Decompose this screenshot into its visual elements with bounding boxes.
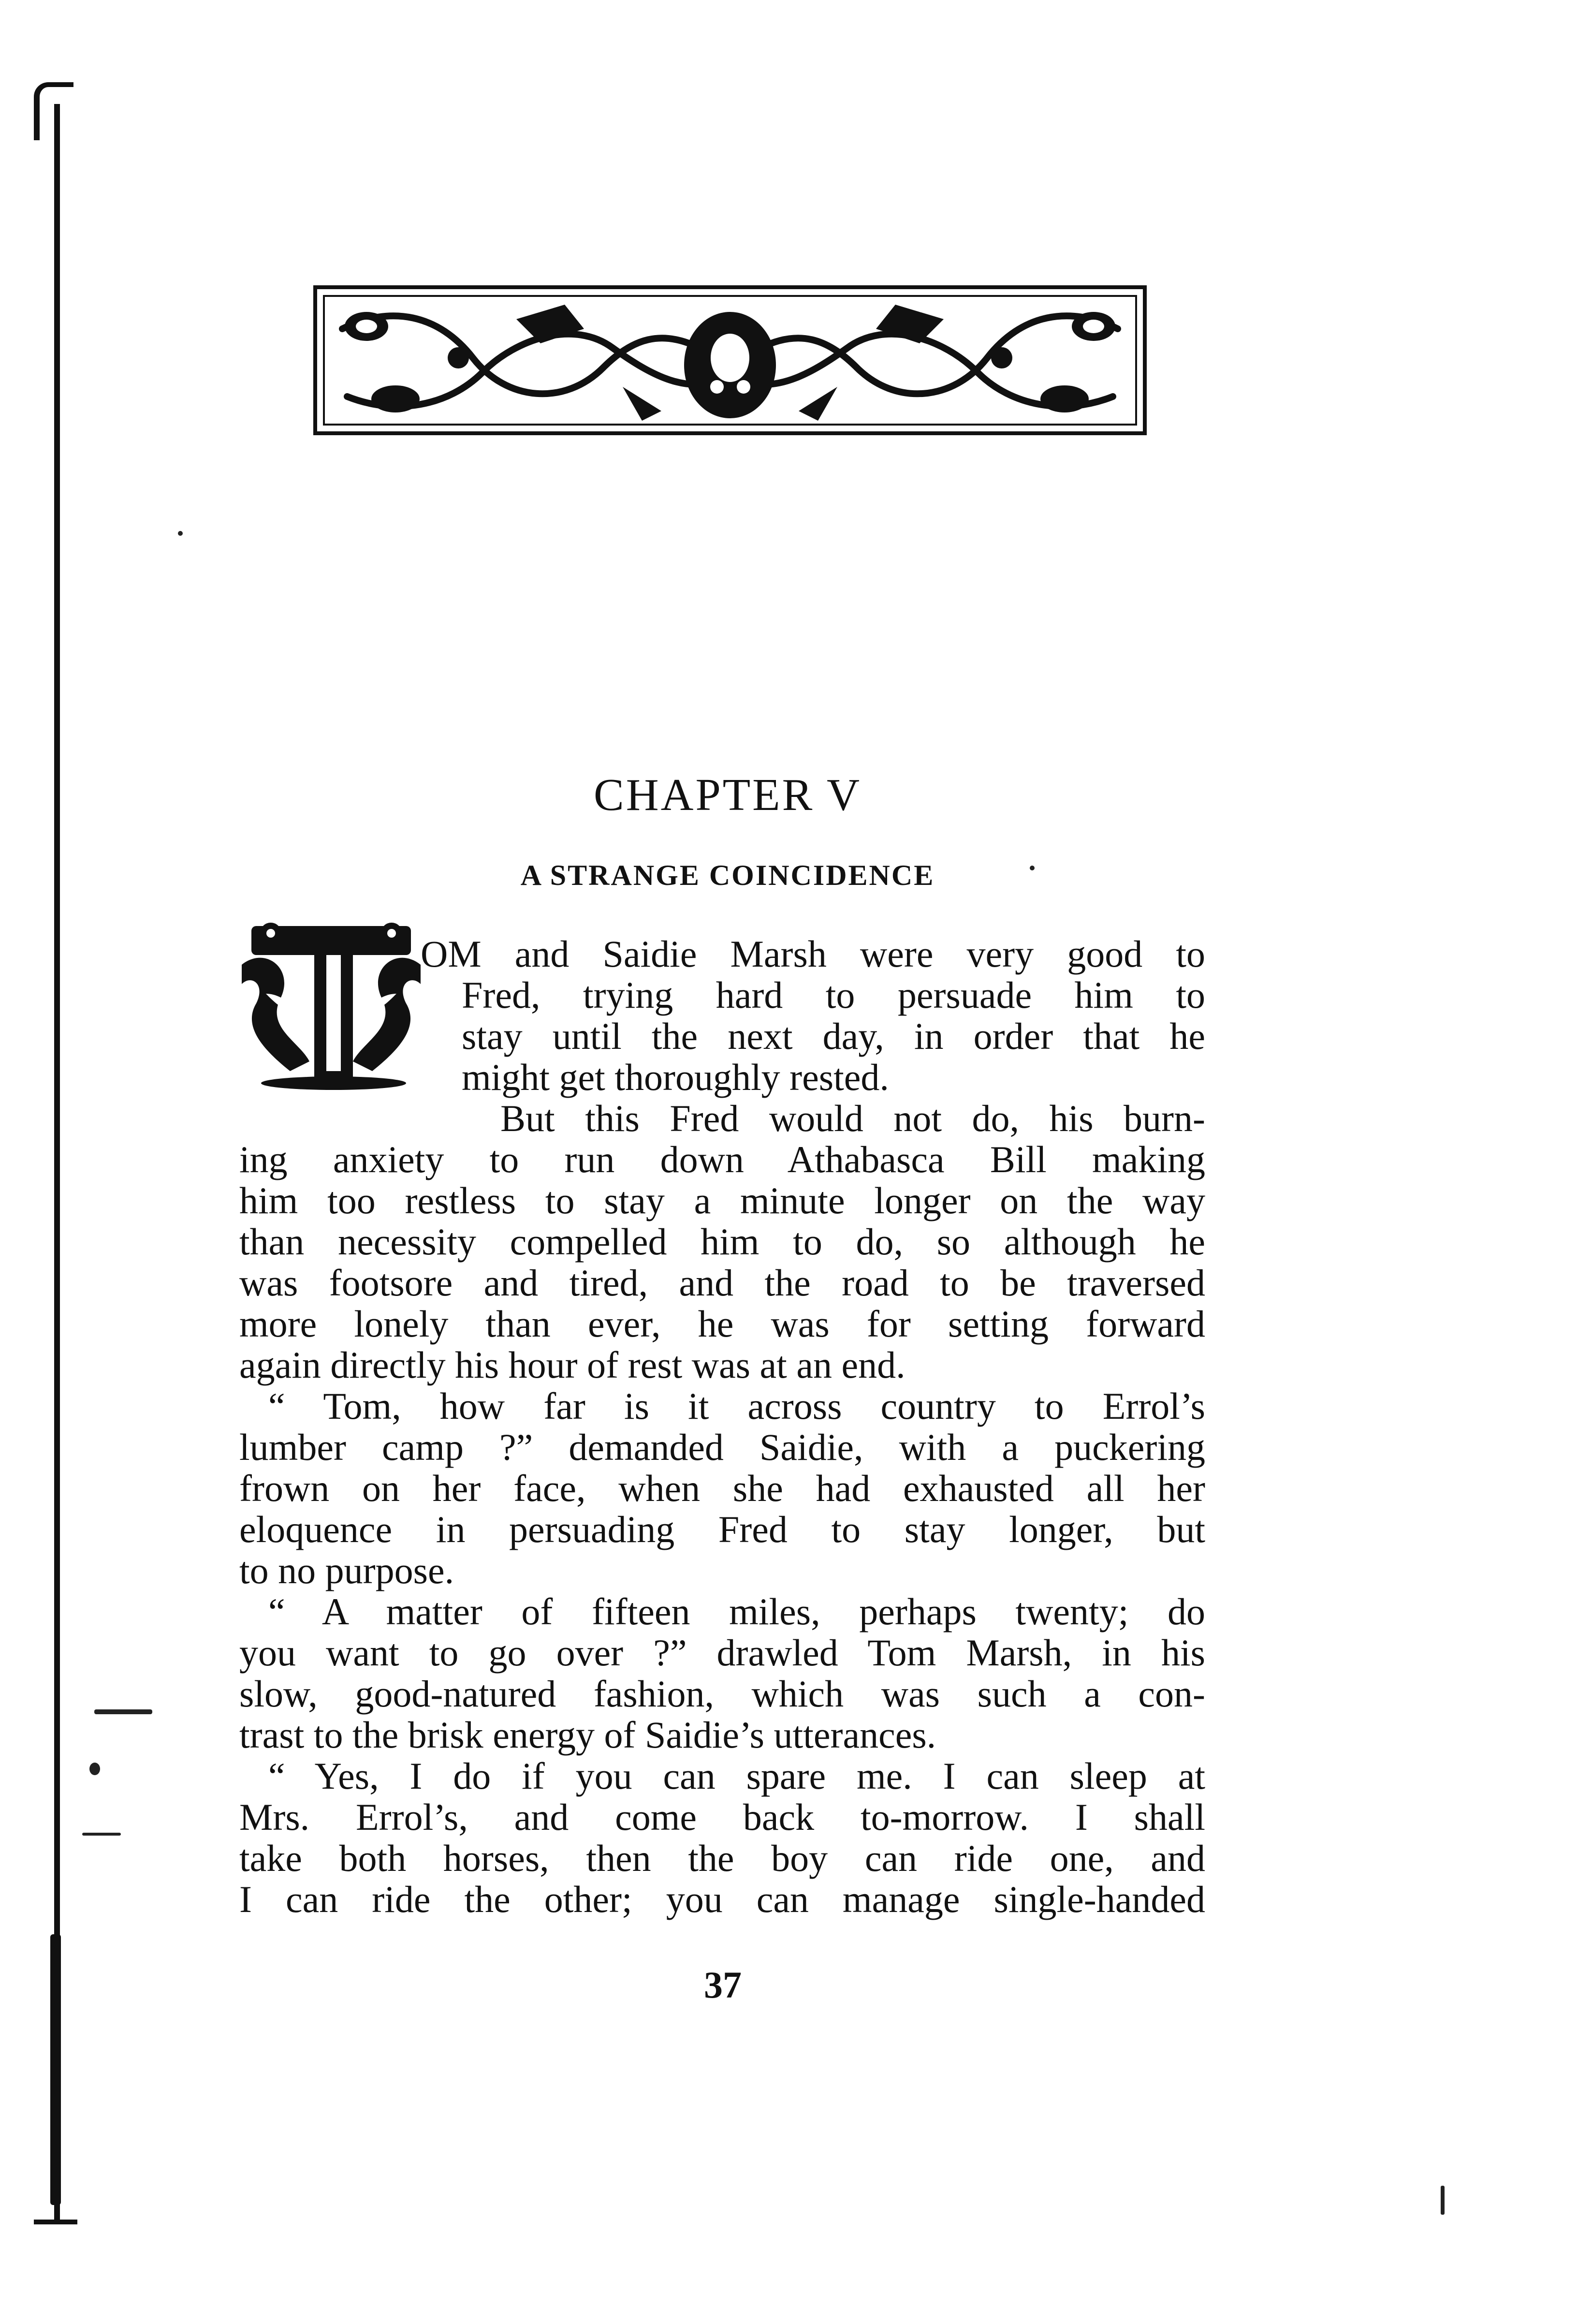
text-line: “ A matter of fifteen miles, perhaps twenty; do — [268, 1590, 1205, 1633]
text-line: take both horses, then the boy can ride one, and — [239, 1837, 1205, 1879]
paragraph-5 — [239, 1755, 1205, 1920]
text-line: than necessity compelled him to do, so although he — [239, 1221, 1205, 1263]
text-line: him too restless to stay a minute longer on the way — [239, 1179, 1205, 1221]
text-line: trast to the brisk energy of Saidie’s utterances. — [239, 1714, 936, 1756]
text-line: eloquence in persuading Fred to stay longer, but — [239, 1508, 1205, 1550]
chapter-subtitle: A STRANGE COINCIDENCE — [520, 859, 935, 891]
ornamental-headpiece — [313, 285, 1147, 435]
margin-mark — [94, 1709, 152, 1714]
margin-mark — [1441, 2186, 1445, 2215]
paragraph-4 — [239, 1591, 1205, 1755]
text-line: OM and Saidie Marsh were very good to — [421, 933, 1205, 975]
scan-speck — [1030, 866, 1035, 870]
paragraph-1 — [239, 933, 1205, 1098]
text-line: “ Yes, I do if you can spare me. I can sleep at — [268, 1755, 1205, 1797]
text-line: slow, good-natured fashion, which was such a con- — [239, 1673, 1205, 1715]
text-line: might get thoroughly rested. — [462, 1056, 889, 1098]
scan-speck — [178, 531, 183, 536]
text-line: stay until the next day, in order that he — [462, 1015, 1205, 1057]
binding-edge-foot — [34, 2220, 77, 2224]
text-line: Fred, trying hard to persuade him to — [462, 974, 1205, 1016]
text-line: more lonely than ever, he was for setting forward — [239, 1303, 1205, 1345]
margin-mark — [82, 1833, 121, 1836]
binding-edge-mark — [34, 82, 73, 140]
text-line: Mrs. Errol’s, and come back to-morrow. I shall — [239, 1796, 1205, 1838]
scan-speck — [89, 1763, 100, 1775]
paragraph-2 — [239, 1098, 1205, 1385]
text-line: you want to go over ?” drawled Tom Marsh, in his — [239, 1632, 1205, 1674]
chapter-title: CHAPTER V — [594, 770, 862, 820]
paragraph-3 — [239, 1385, 1205, 1591]
text-line: I can ride the other; you can manage single-handed — [239, 1878, 1205, 1920]
text-line: lumber camp ?” demanded Saidie, with a puckering — [239, 1426, 1205, 1468]
text-line: “ Tom, how far is it across country to Errol’s — [268, 1385, 1205, 1427]
page-number: 37 — [704, 1964, 742, 2006]
text-line: But this Fred would not do, his burn- — [500, 1097, 1205, 1139]
binding-edge-line — [54, 104, 60, 2222]
text-line: again directly his hour of rest was at an end. — [239, 1344, 906, 1386]
text-line: frown on her face, when she had exhausted all her — [239, 1467, 1205, 1509]
text-line: to no purpose. — [239, 1549, 454, 1591]
text-line: ing anxiety to run down Athabasca Bill making — [239, 1138, 1205, 1180]
text-line: was footsore and tired, and the road to be traversed — [239, 1262, 1205, 1304]
